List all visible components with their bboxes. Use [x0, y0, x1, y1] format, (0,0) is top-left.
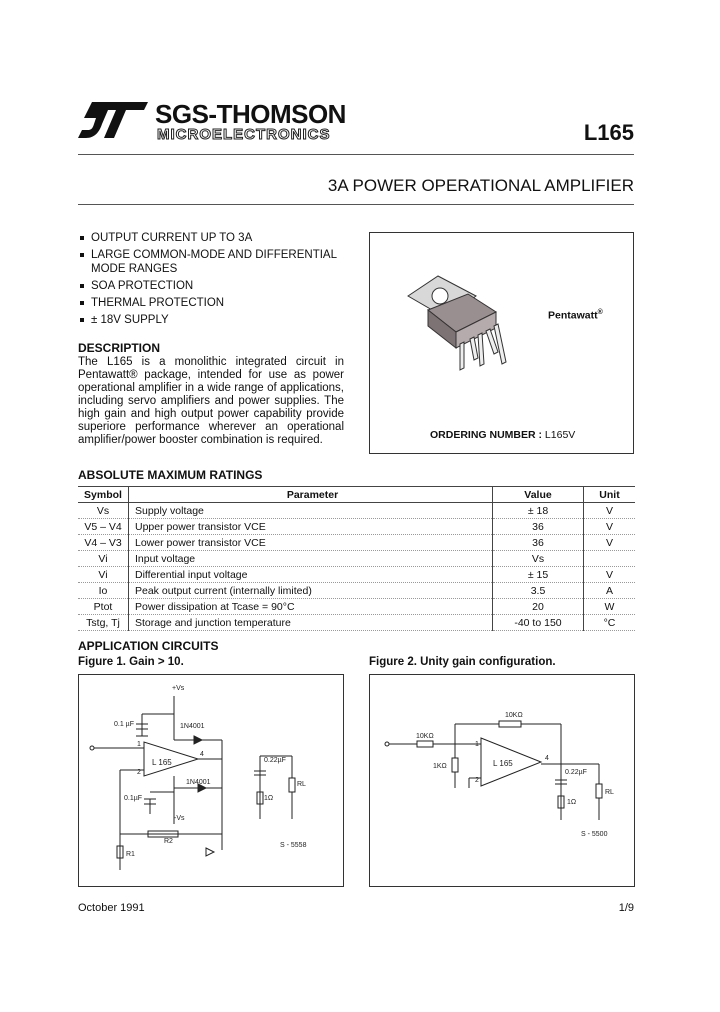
description-heading: DESCRIPTION — [78, 341, 161, 355]
svg-text:4: 4 — [200, 751, 204, 758]
svg-text:+Vs: +Vs — [172, 685, 185, 692]
svg-text:0.22µF: 0.22µF — [264, 757, 286, 764]
package-label: Pentawatt® — [548, 309, 603, 322]
page-title: 3A POWER OPERATIONAL AMPLIFIER — [327, 176, 634, 195]
feature-item: SOA PROTECTION — [78, 279, 358, 293]
svg-text:1: 1 — [475, 741, 479, 748]
figure1-title: Figure 1. Gain > 10. — [78, 656, 184, 668]
brand-name: SGS-THOMSON — [155, 99, 346, 129]
svg-text:10KΩ: 10KΩ — [505, 712, 523, 719]
table-row: Vi Differential input voltage ± 15 V — [78, 567, 635, 583]
svg-text:2: 2 — [475, 777, 479, 784]
title-rule — [78, 204, 634, 205]
table-row: Vs Supply voltage ± 18 V — [78, 503, 635, 519]
svg-text:RL: RL — [605, 789, 614, 796]
svg-text:10KΩ: 10KΩ — [416, 733, 434, 740]
feature-list — [78, 231, 358, 330]
svg-text:RL: RL — [297, 781, 306, 788]
svg-text:1N4001: 1N4001 — [180, 723, 205, 730]
brand-subtitle: MICROELECTRONICS — [157, 126, 331, 143]
application-heading: APPLICATION CIRCUITS — [78, 639, 219, 653]
svg-text:S - 5558: S - 5558 — [280, 842, 307, 849]
svg-text:L 165: L 165 — [493, 759, 513, 768]
figure1-circuit — [78, 674, 344, 887]
svg-text:-Vs: -Vs — [174, 815, 185, 822]
col-value: Value — [493, 487, 584, 503]
svg-text:S - 5500: S - 5500 — [581, 831, 608, 838]
svg-text:1Ω: 1Ω — [264, 795, 274, 802]
ratings-heading: ABSOLUTE MAXIMUM RATINGS — [78, 468, 263, 482]
svg-text:1Ω: 1Ω — [567, 799, 577, 806]
description-text: The L165 is a monolithic integrated circuit in Pentawatt® package, intended for use as power operational amplifier in a wide range of applications, including servo amplifiers and power supplies. The high gain and high output power capability provide superiore performance wherever an operational amplifier/power booster combination is required. — [78, 356, 344, 446]
table-row: Vi Input voltage Vs — [78, 551, 635, 567]
svg-text:0.22µF: 0.22µF — [565, 769, 587, 776]
svg-text:1N4001: 1N4001 — [186, 779, 211, 786]
table-row: Ptot Power dissipation at Tcase = 90°C 20 W — [78, 599, 635, 615]
figure2-circuit — [369, 674, 635, 887]
header-rule — [78, 154, 634, 155]
svg-text:1KΩ: 1KΩ — [433, 763, 447, 770]
svg-text:1: 1 — [137, 741, 141, 748]
st-logo — [78, 100, 150, 140]
part-number: L165 — [583, 120, 634, 145]
svg-text:R1: R1 — [126, 851, 135, 858]
col-unit: Unit — [584, 487, 636, 503]
svg-text:0.1 µF: 0.1 µF — [114, 721, 134, 728]
page-number: 1/9 — [618, 902, 634, 914]
svg-text:4: 4 — [545, 755, 549, 762]
table-row: V5 – V4 Upper power transistor VCE 36 V — [78, 519, 635, 535]
feature-item: OUTPUT CURRENT UP TO 3A — [78, 231, 358, 245]
svg-text:0.1µF: 0.1µF — [124, 795, 143, 802]
col-parameter: Parameter — [129, 487, 493, 503]
feature-item: THERMAL PROTECTION — [78, 296, 358, 310]
pentawatt-package-image — [398, 266, 538, 386]
table-row: Io Peak output current (internally limited) 3.5 A — [78, 583, 635, 599]
figure2-title: Figure 2. Unity gain configuration. — [369, 656, 556, 668]
feature-item: ± 18V SUPPLY — [78, 313, 358, 327]
feature-item: LARGE COMMON-MODE AND DIFFERENTIAL MODE RANGES — [78, 248, 356, 276]
svg-text:2: 2 — [137, 769, 141, 776]
col-symbol: Symbol — [78, 487, 129, 503]
ratings-table — [78, 486, 635, 631]
ordering-number: ORDERING NUMBER : L165V — [430, 429, 576, 441]
table-row: V4 – V3 Lower power transistor VCE 36 V — [78, 535, 635, 551]
table-row: Tstg, Tj Storage and junction temperature -40 to 150 °C — [78, 615, 635, 631]
footer-date: October 1991 — [78, 902, 145, 914]
svg-text:L 165: L 165 — [152, 758, 172, 767]
svg-text:R2: R2 — [164, 838, 173, 845]
